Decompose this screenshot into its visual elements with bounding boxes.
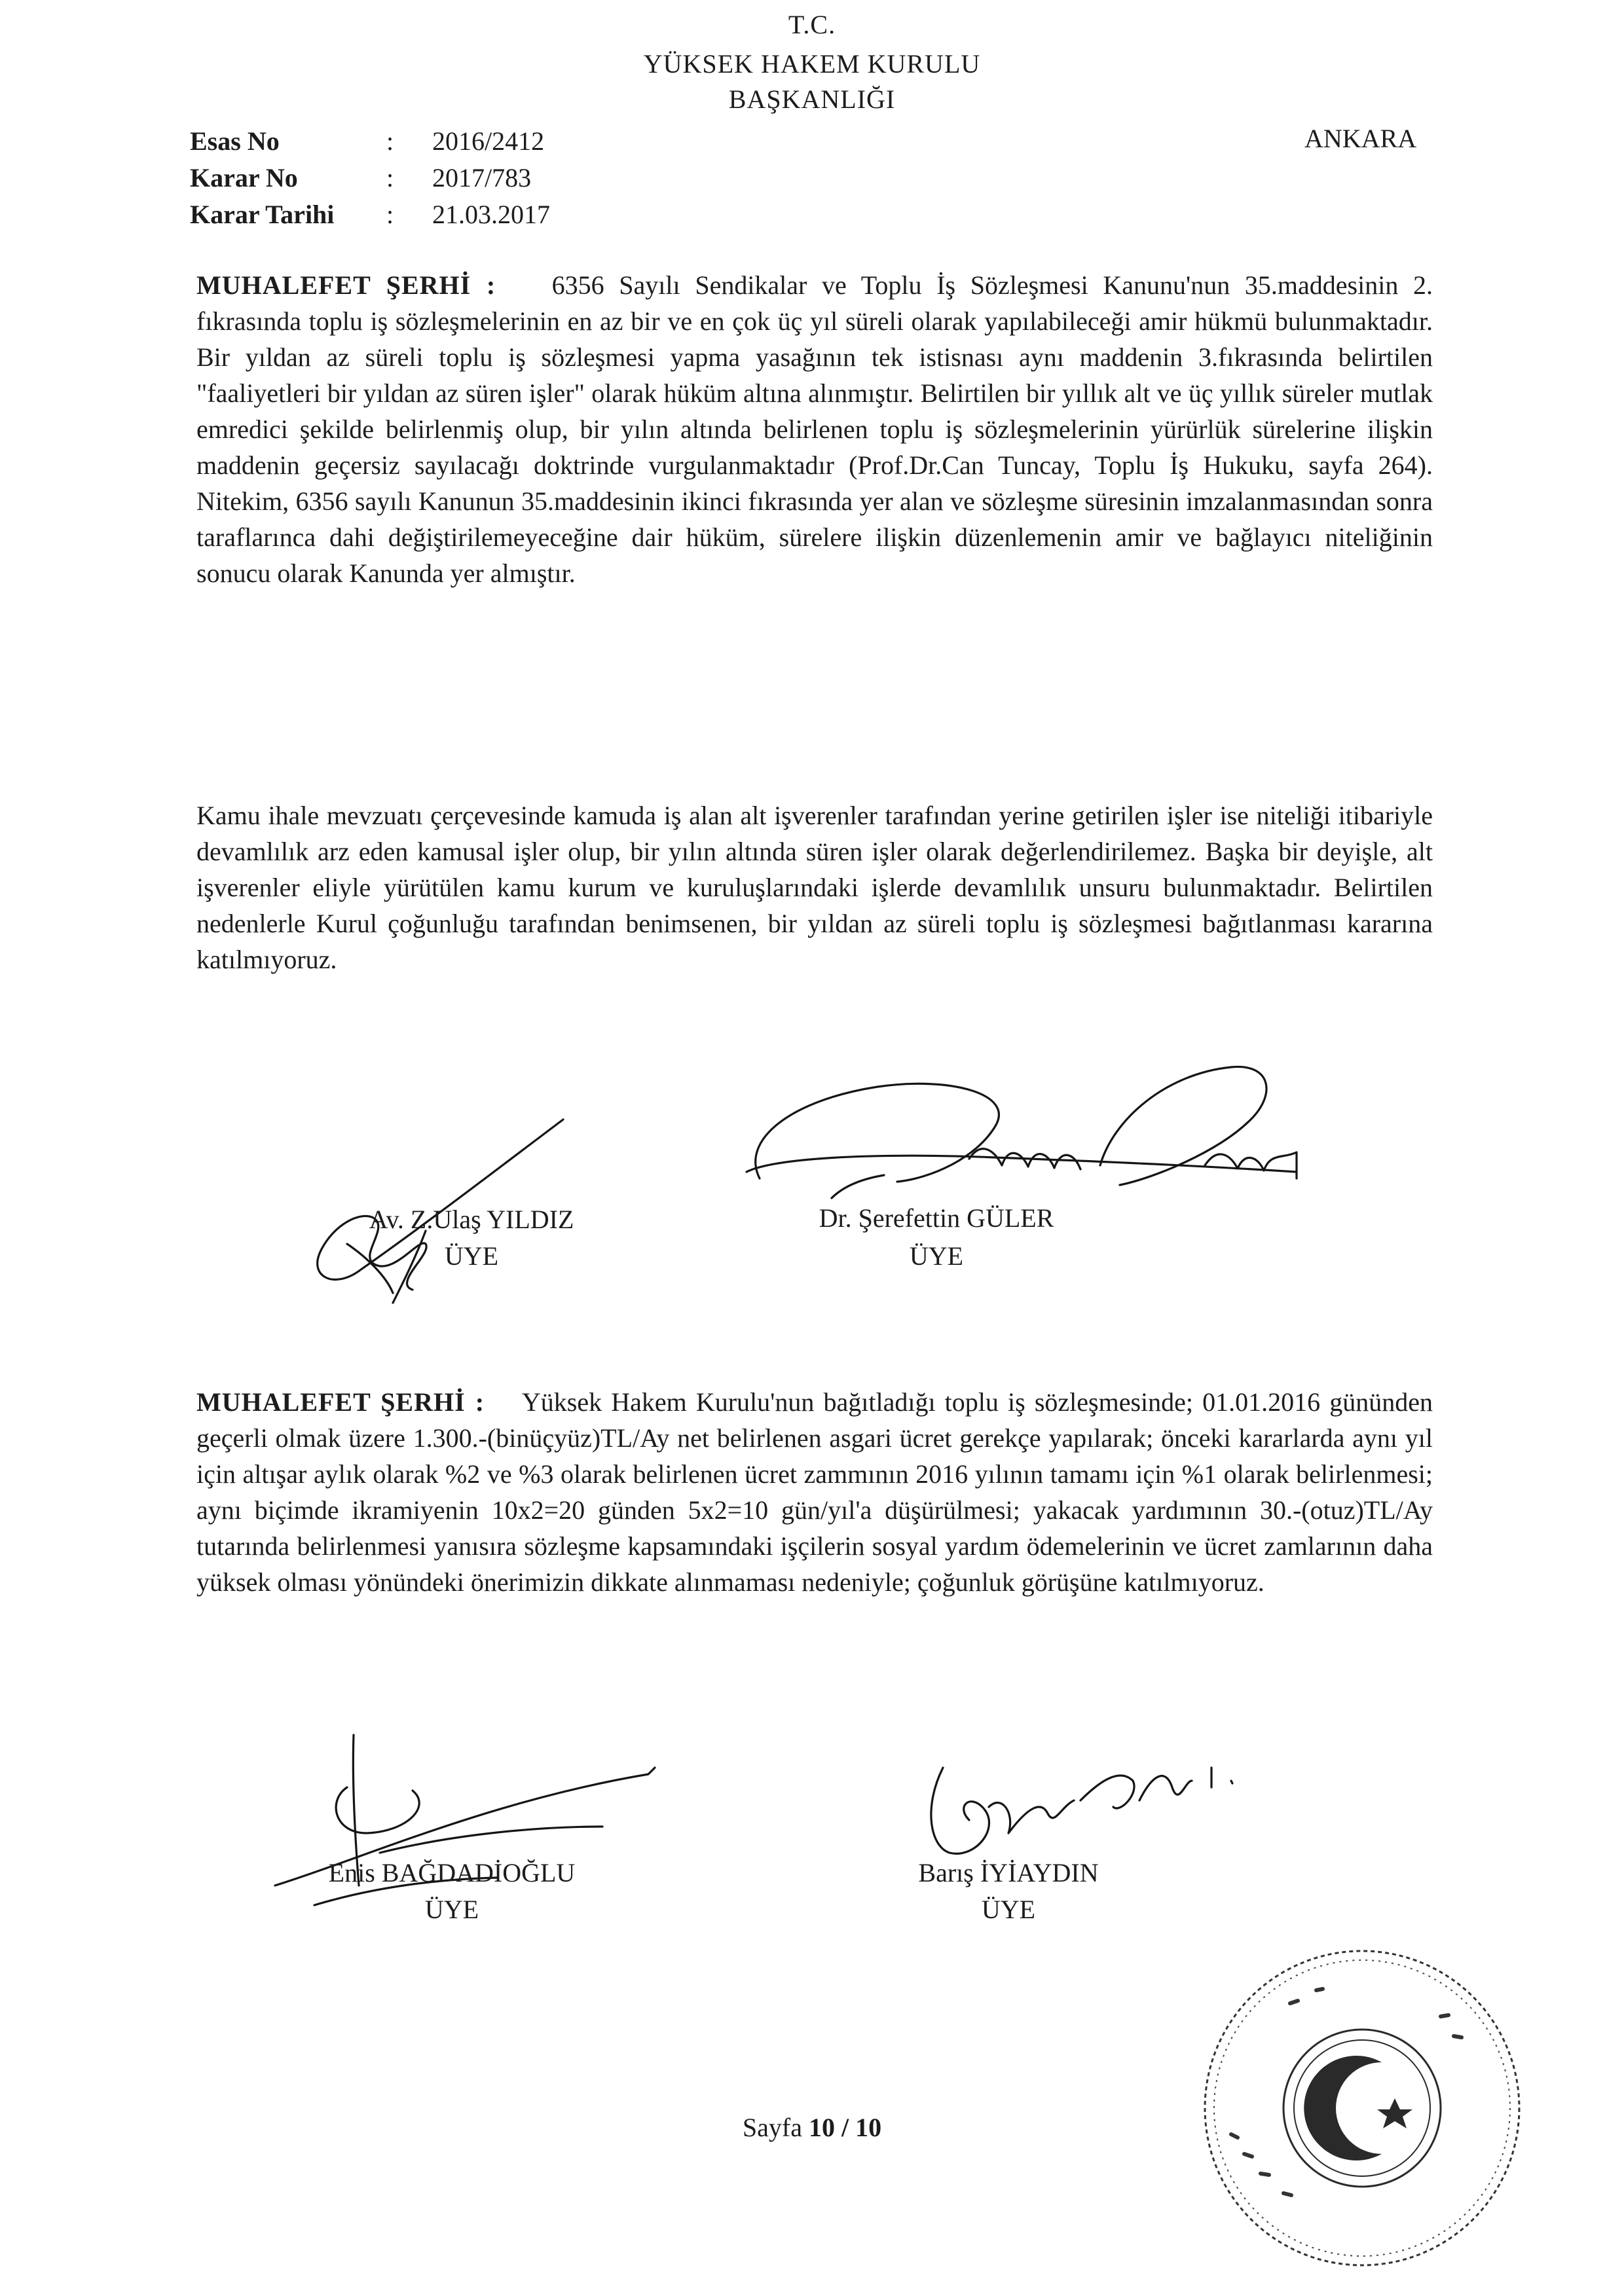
esas-row bbox=[190, 123, 648, 160]
karar-value: 2017/783 bbox=[432, 163, 532, 192]
page-label: Sayfa bbox=[742, 2113, 802, 2142]
signature2-right-role: ÜYE bbox=[981, 1895, 1036, 1924]
signature2-left-name: Enis BAĞDADİOĞLU bbox=[328, 1858, 576, 1887]
dissent1-paragraph2: Kamu ihale mevzuatı çerçevesinde kamuda iş alan alt işverenler tarafından yerine getirilen işler ise niteliği itibariyle devamlılık arz eden kamusal işler olup, bir yılın altında süren işler olarak değerlendirilemez. Başka bir deyişle, alt işverenler eliyle yürütülen kamu kurum ve kuruluşlarındaki işlerde devamlılık unsuru bulunmaktadır. Belirtilen nedenlerle Kurul çoğunluğu tarafından benimsenen, bir yıldan az süreli toplu iş sözleşmesi bağıtlanması kararına katılmıyoruz. bbox=[196, 801, 1433, 974]
tarih-colon: : bbox=[386, 200, 394, 229]
dissent2-paragraph bbox=[196, 1384, 1433, 1600]
signature-iyiaydin-icon bbox=[904, 1741, 1244, 1872]
page-separator: / bbox=[841, 2113, 849, 2142]
dissent1-paragraph1 bbox=[196, 267, 1433, 591]
page-indicator bbox=[0, 2112, 1624, 2143]
esas-value: 2016/2412 bbox=[432, 126, 545, 156]
dissent1-text1: 6356 Sayılı Sendikalar ve Toplu İş Sözleşmesi Kanunu'nun 35.maddesinin 2. fıkrasında toplu iş sözleşmelerinin en az bir ve en çok üç yıl süreli olarak yapılabileceği amir hükmü bulunmaktadır. Bir yıldan az süreli toplu iş sözleşmesi yapma yasağının tek istisnası aynı maddenin 3.fıkrasında belirtilen "faaliyetleri bir yıldan az süren işler" olarak hüküm altına alınmıştır. Belirtilen bir yıllık alt ve üç yıllık süreler mutlak emredici şekilde belirlenmiş olup, bir yılın altında belirlenen toplu iş sözleşmelerinin yürürlük sürelerine ilişkin maddenin geçersiz sayılacağı doktrinde vurgulanmaktadır (Prof.Dr.Can Tuncay, Toplu İş Hukuku, sayfa 264). Nitekim, 6356 sayılı Kanunun 35.maddesinin ikinci fıkrasında yer alan ve sözleşme süresinin imzalanmasından sonra taraflarınca dahi değiştirilemeyeceğine dair hüküm, sürelere ilişkin düzenlemenin amir ve bağlayıcı niteliğinin sonucu olarak Kanunda yer almıştır. bbox=[196, 270, 1433, 588]
dissent1-title: MUHALEFET ŞERHİ : bbox=[196, 270, 496, 300]
karar-colon: : bbox=[386, 163, 394, 192]
signature1-right-name: Dr. Şerefettin GÜLER bbox=[819, 1203, 1054, 1233]
signature2-left-role: ÜYE bbox=[424, 1895, 479, 1924]
header-presidency: BAŞKANLIĞI bbox=[728, 84, 896, 114]
official-seal-stamp-icon bbox=[1192, 1938, 1532, 2278]
tarih-label: Karar Tarihi bbox=[190, 200, 335, 229]
page-current: 10 bbox=[808, 2113, 835, 2142]
tarih-value: 21.03.2017 bbox=[432, 200, 550, 229]
signature2-right-name: Barış İYİAYDIN bbox=[918, 1858, 1099, 1887]
page-total: 10 bbox=[855, 2113, 882, 2142]
karar-label: Karar No bbox=[190, 163, 298, 192]
esas-colon: : bbox=[386, 126, 394, 156]
tarih-row bbox=[190, 196, 648, 233]
dissent2-text: Yüksek Hakem Kurulu'nun bağıtladığı toplu iş sözleşmesinde; 01.01.2016 gününden geçerli olmak üzere 1.300.-(binüçyüz)TL/Ay net belirlenen asgari ücret gerekçe yapılarak; önceki kararlarda aynı yıl için altışar aylık olarak %2 ve %3 olarak belirlenen ücret zammının 2016 yılının tamamı için %1 olarak belirlenmesi; aynı biçimde ikramiyenin 10x2=20 günden 5x2=10 gün/yıl'a düşürülmesi; yakacak yardımının 30.-(otuz)TL/Ay tutarında belirlenmesi yanısıra sözleşme kapsamındaki işçilerin sosyal yardım ödemelerinin ve ücret zamlarının daha yüksek olması yönündeki önerimizin dikkate alınmaması nedeniyle; çoğunluk görüşüne katılmıyoruz. bbox=[196, 1387, 1433, 1597]
esas-label: Esas No bbox=[190, 126, 280, 156]
header-tc: T.C. bbox=[788, 10, 836, 39]
signature1-left-name: Av. Z.Ulaş YILDIZ bbox=[369, 1205, 574, 1234]
header-institution: YÜKSEK HAKEM KURULU bbox=[643, 49, 981, 79]
karar-row bbox=[190, 160, 648, 196]
dissent2-title: MUHALEFET ŞERHİ : bbox=[196, 1387, 485, 1417]
signature1-right-role: ÜYE bbox=[909, 1241, 964, 1271]
case-meta bbox=[190, 123, 648, 234]
header-city: ANKARA bbox=[1304, 124, 1417, 153]
signature1-left-role: ÜYE bbox=[444, 1241, 499, 1271]
